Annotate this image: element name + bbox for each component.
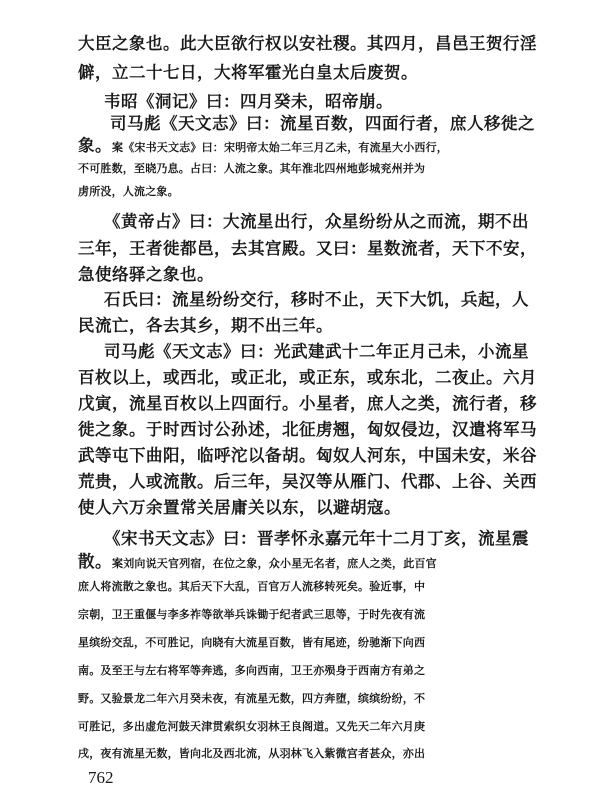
text-line-21 xyxy=(0,548,598,572)
text-line-24: 星缤纷交乱，不可胜记，向晓有大流星百数，皆有尾迹，纷驰渐下向西 xyxy=(78,636,426,649)
text-line-22: 庶人将流散之象也。其后天下大乱，百官万人流移转死矣。验近事，中 xyxy=(78,580,426,593)
text-line-18: 荒贵，人或流散。后三年，吴汉等从雁门、代郡、上谷、关西 xyxy=(78,472,537,491)
page-number: 762 xyxy=(88,768,114,787)
text-line-1: 大臣之象也。此大臣欲行权以安社稷。其四月，昌邑王贺行淫 xyxy=(78,34,537,53)
text-line-25: 南。及至王与左右将军等奔逃，多向西南，卫王亦殒身于西南方有弟之 xyxy=(78,664,426,677)
text-line-2: 僻，立二十七日，大将军霍光白皇太后废贺。 xyxy=(78,63,418,82)
text-line-13: 司马彪《天文志》曰：光武建武十二年正月己未，小流星 xyxy=(104,342,529,361)
text-line-9: 三年，王者徙都邑，去其宫殿。又曰：星数流者，天下不安， xyxy=(78,239,537,258)
text-line-15: 戊寅，流星百枚以上四面行。小星者，庶人之类，流行者，移 xyxy=(78,394,537,413)
text-line-17: 武等屯下曲阳，临呼沱以备胡。匈奴人河东，中国未安，米谷 xyxy=(78,446,537,465)
text-line-19: 使人六万余置常关居庸关以东，以避胡寇。 xyxy=(78,498,401,517)
text-line-3: 韦昭《洞记》曰：四月癸未，昭帝崩。 xyxy=(104,92,393,111)
text-line-16: 徙之象。于时西讨公孙述，北征虏翘，匈奴侵边，汉遣将军马 xyxy=(78,420,537,439)
text-line-10: 急使络驿之象也。 xyxy=(78,265,214,284)
line-21-note: 案刘向说天官列宿，在位之象，众小星无名者，庶人之类，此百官 xyxy=(112,557,437,570)
line-21-lead: 散。 xyxy=(78,552,112,571)
text-line-27: 可胜记，多出虚危河鼓天津贯索织女羽林王良阁道。又先天二年六月庚 xyxy=(78,720,426,733)
text-line-5 xyxy=(0,132,598,156)
line-5-lead: 象。 xyxy=(78,136,112,155)
text-line-26: 野。又验景龙二年六月癸未夜，有流星无数，四方奔堕，缤缤纷纷，不 xyxy=(78,692,426,705)
text-line-11: 石氏曰：流星纷纷交行，移时不止，天下大饥，兵起，人 xyxy=(104,290,529,309)
text-line-4: 司马彪《天文志》曰：流星百数，四面行者，庶人移徙之 xyxy=(110,114,535,133)
text-line-20: 《宋书天文志》曰：晋孝怀永嘉元年十二月丁亥，流星震 xyxy=(104,529,529,548)
text-line-8: 《黄帝占》曰：大流星出行，众星纷纷从之而流，期不出 xyxy=(104,212,529,231)
text-line-6: 不可胜数，至晓乃息。占曰：人流之象。其年淮北四州地彭城兖州并为 xyxy=(78,162,426,175)
line-5-note: 案《宋书天文志》曰：宋明帝太始二年三月乙未，有流星大小西行， xyxy=(112,141,448,154)
text-line-28: 戌，夜有流星无数，皆向北及西北流，从羽林飞入紫微宫者甚众，亦出 xyxy=(78,747,426,760)
text-line-12: 民流亡，各去其乡，期不出三年。 xyxy=(78,316,333,335)
text-line-14: 百枚以上，或西北，或正北，或正东，或东北，二夜止。六月 xyxy=(78,368,537,387)
text-line-23: 宗朝，卫王重偃与李多祚等欲举兵诛锄于纪者武三思等，于时先夜有流 xyxy=(78,608,426,621)
text-line-7: 虏所没，人流之象。 xyxy=(78,185,179,198)
